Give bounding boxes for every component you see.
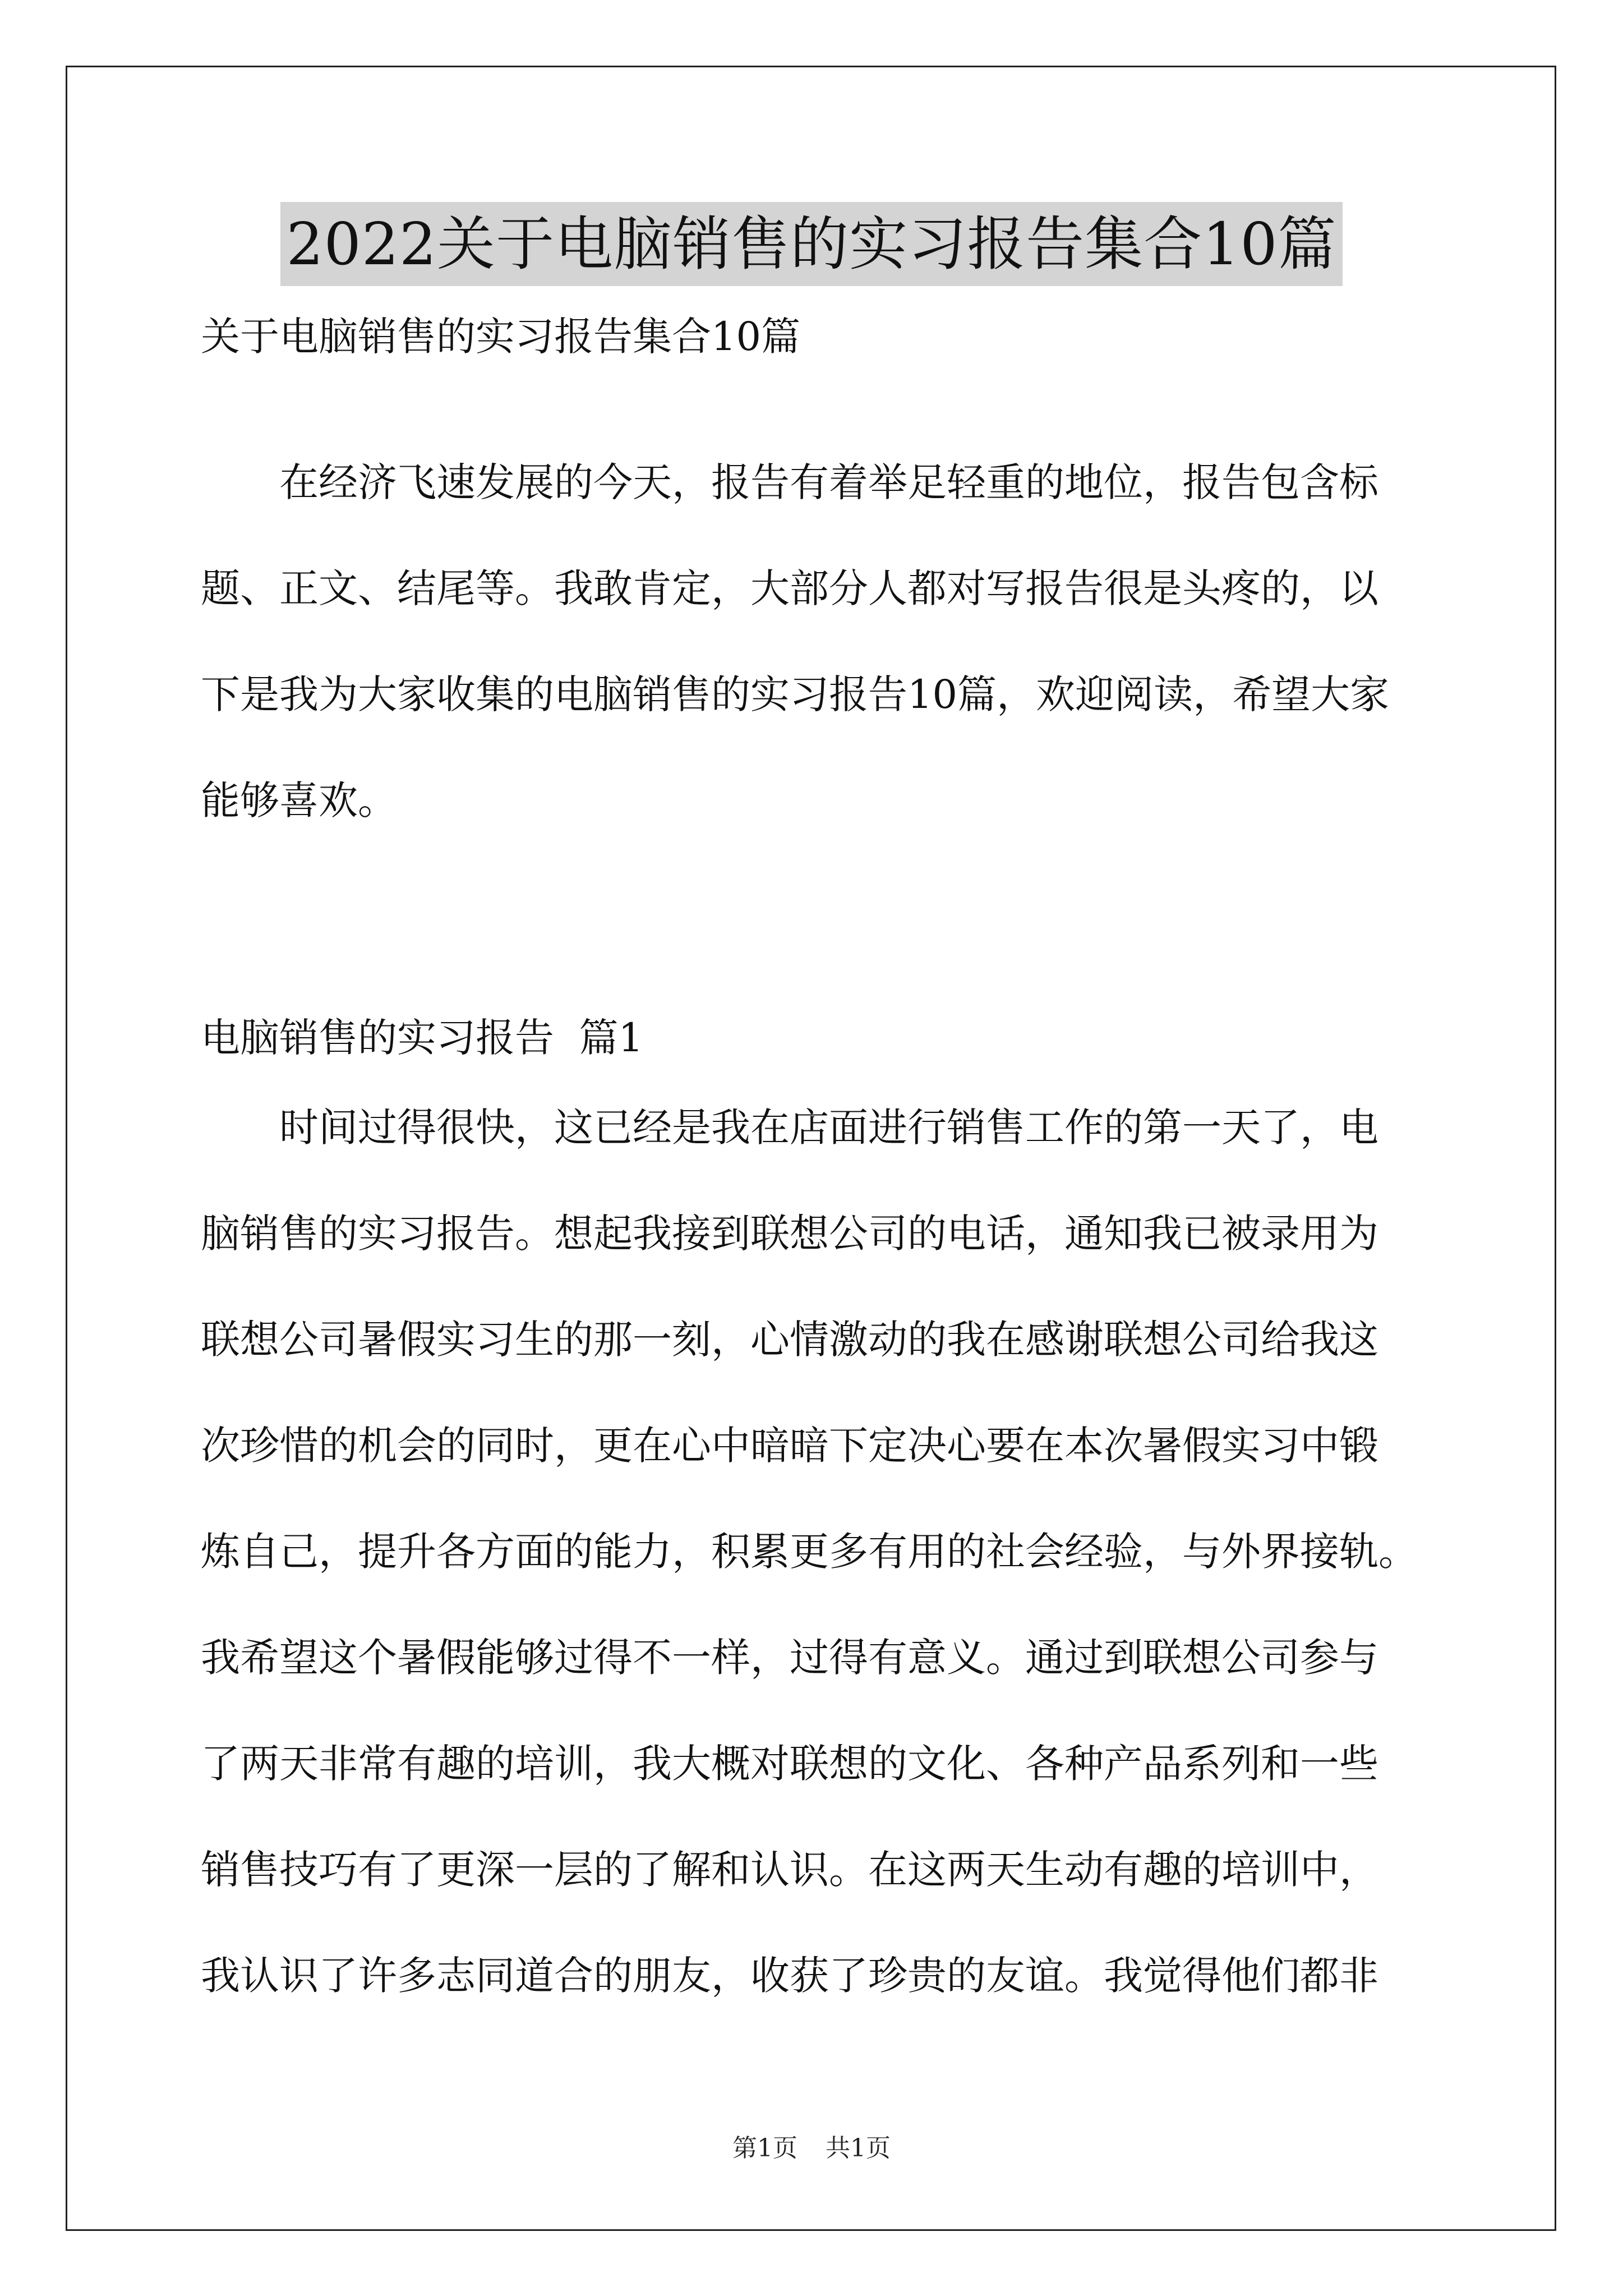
section-heading: 电脑销售的实习报告 篇1 — [201, 1015, 644, 1061]
body-paragraph — [201, 1099, 1435, 2054]
document-title: 2022关于电脑销售的实习报告集合10篇 — [280, 202, 1342, 286]
page-footer — [0, 2132, 1623, 2165]
document-subtitle: 关于电脑销售的实习报告集合10篇 — [201, 314, 801, 360]
body-line: 脑销售的实习报告。想起我接到联想公司的电话，通知我已被录用为 — [201, 1211, 1378, 1257]
intro-line: 能够喜欢。 — [201, 777, 397, 823]
page-total: 共1页 — [826, 2134, 891, 2162]
title-container — [0, 202, 1623, 286]
intro-line: 在经济飞速发展的今天，报告有着举足轻重的地位，报告包含标 — [279, 459, 1378, 505]
body-line: 时间过得很快，这已经是我在店面进行销售工作的第一天了，电 — [279, 1105, 1378, 1151]
page-number: 第1页 — [732, 2134, 797, 2162]
body-line: 销售技巧有了更深一层的了解和认识。在这两天生动有趣的培训中， — [201, 1847, 1378, 1893]
body-line: 我认识了许多志同道合的朋友，收获了珍贵的友谊。我觉得他们都非 — [201, 1953, 1378, 1999]
body-line: 联想公司暑假实习生的那一刻，心情激动的我在感谢联想公司给我这 — [201, 1317, 1378, 1363]
body-line: 炼自己，提升各方面的能力，积累更多有用的社会经验，与外界接轨。 — [201, 1529, 1418, 1575]
intro-line: 下是我为大家收集的电脑销售的实习报告10篇，欢迎阅读，希望大家 — [201, 671, 1390, 717]
body-line: 了两天非常有趣的培训，我大概对联想的文化、各种产品系列和一些 — [201, 1741, 1378, 1787]
intro-paragraph — [201, 454, 1435, 878]
body-line: 我希望这个暑假能够过得不一样，过得有意义。通过到联想公司参与 — [201, 1635, 1378, 1681]
body-line: 次珍惜的机会的同时，更在心中暗暗下定决心要在本次暑假实习中锻 — [201, 1423, 1378, 1469]
intro-line: 题、正文、结尾等。我敢肯定，大部分人都对写报告很是头疼的，以 — [201, 565, 1378, 611]
